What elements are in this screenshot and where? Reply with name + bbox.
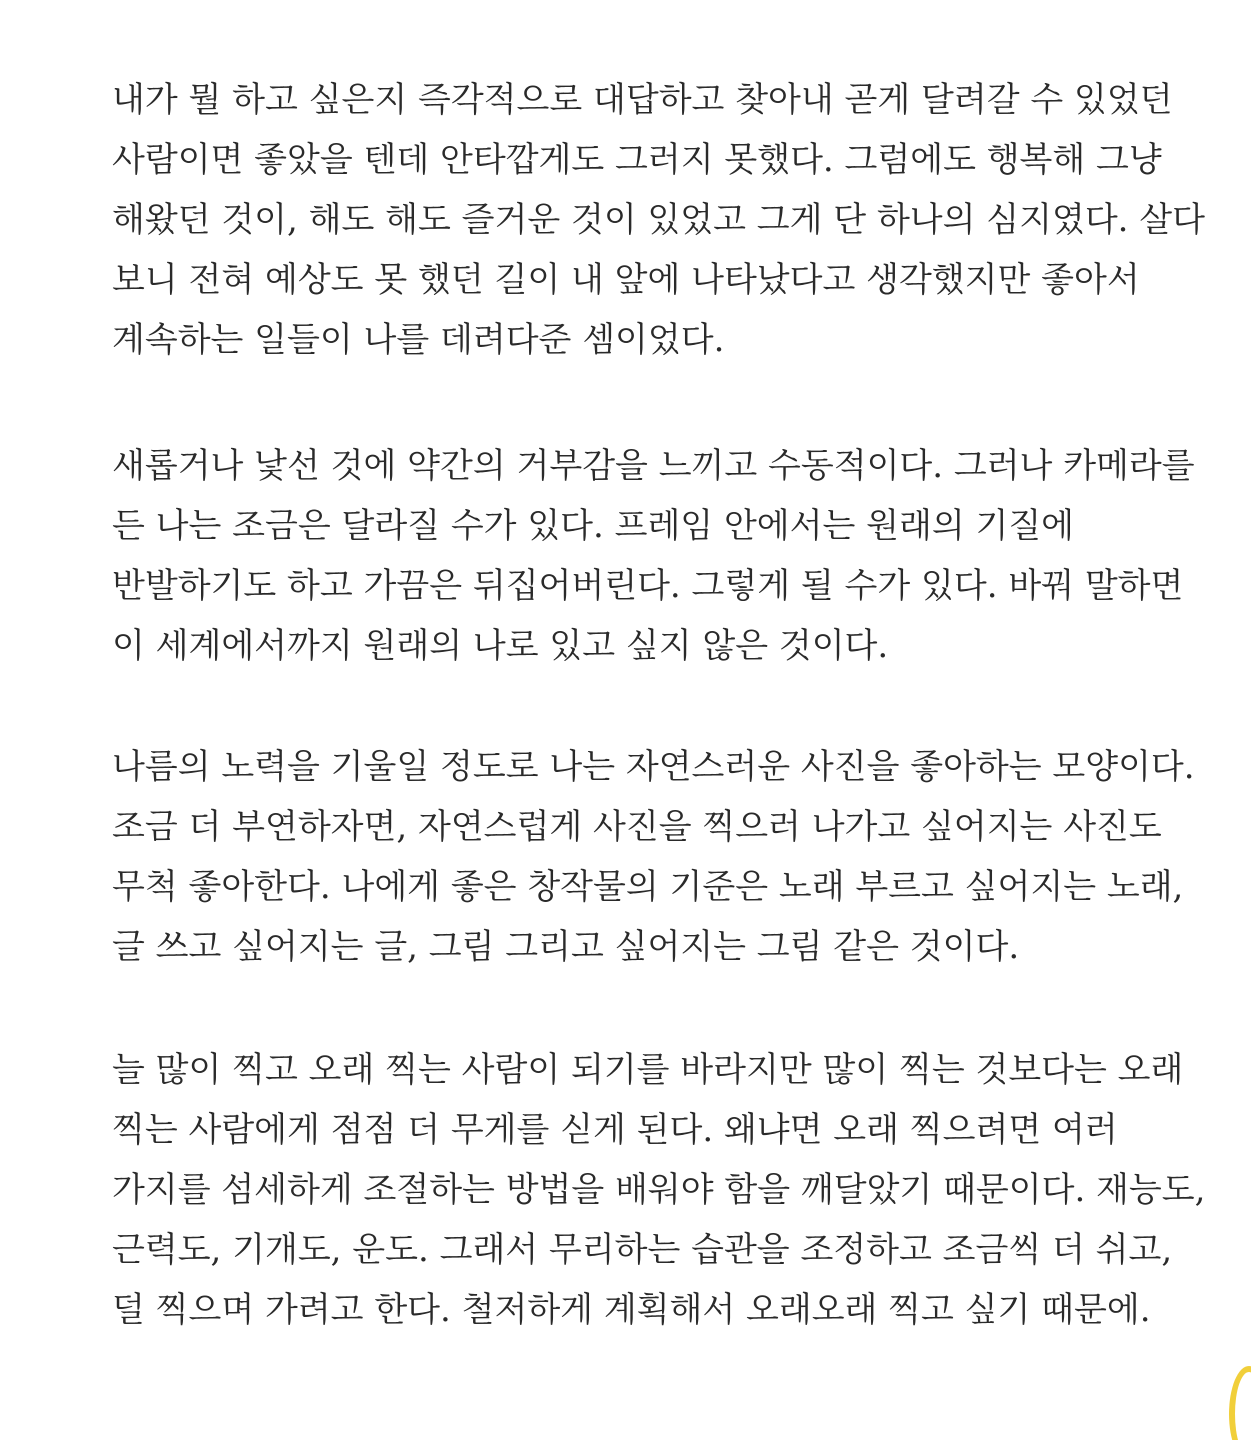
- text-line: 든 나는 조금은 달라질 수가 있다. 프레임 안에서는 원래의 기질에: [112, 506, 1075, 546]
- text-line: 무척 좋아한다. 나에게 좋은 창작물의 기준은 노래 부르고 싶어지는 노래,: [112, 867, 1184, 907]
- text-line: 가지를 섬세하게 조절하는 방법을 배워야 함을 깨달았기 때문이다. 재능도,: [112, 1170, 1206, 1210]
- text-line: 보니 전혀 예상도 못 했던 길이 내 앞에 나타났다고 생각했지만 좋아서: [112, 260, 1140, 300]
- paragraph-1: [112, 70, 1222, 370]
- text-line: 계속하는 일들이 나를 데려다준 셈이었다.: [112, 320, 725, 360]
- corner-accent-shape: [1229, 1366, 1251, 1440]
- text-line: 새롭거나 낯선 것에 약간의 거부감을 느끼고 수동적이다. 그러나 카메라를: [112, 446, 1195, 486]
- text-line: 내가 뭘 하고 싶은지 즉각적으로 대답하고 찾아내 곧게 달려갈 수 있었던: [112, 80, 1173, 120]
- text-line: 근력도, 기개도, 운도. 그래서 무리하는 습관을 조정하고 조금씩 더 쉬고,: [112, 1230, 1173, 1270]
- text-line: 조금 더 부연하자면, 자연스럽게 사진을 찍으러 나가고 싶어지는 사진도: [112, 807, 1162, 847]
- text-line: 해왔던 것이, 해도 해도 즐거운 것이 있었고 그게 단 하나의 심지였다. 살다: [112, 200, 1205, 240]
- text-line: 이 세계에서까지 원래의 나로 있고 싶지 않은 것이다.: [112, 626, 889, 666]
- text-line: 찍는 사람에게 점점 더 무게를 싣게 된다. 왜냐면 오래 찍으려면 여러: [112, 1110, 1118, 1150]
- paragraph-4: [112, 1040, 1222, 1340]
- text-line: 늘 많이 찍고 오래 찍는 사람이 되기를 바라지만 많이 찍는 것보다는 오래: [112, 1050, 1184, 1090]
- text-line: 사람이면 좋았을 텐데 안타깝게도 그러지 못했다. 그럼에도 행복해 그냥: [112, 140, 1162, 180]
- text-line: 나름의 노력을 기울일 정도로 나는 자연스러운 사진을 좋아하는 모양이다.: [112, 747, 1195, 787]
- text-line: 덜 찍으며 가려고 한다. 철저하게 계획해서 오래오래 찍고 싶기 때문에.: [112, 1290, 1151, 1330]
- paragraph-3: [112, 737, 1222, 977]
- text-line: 글 쓰고 싶어지는 글, 그림 그리고 싶어지는 그림 같은 것이다.: [112, 927, 1020, 967]
- paragraph-2: [112, 436, 1222, 676]
- text-line: 반발하기도 하고 가끔은 뒤집어버린다. 그렇게 될 수가 있다. 바꿔 말하면: [112, 566, 1184, 606]
